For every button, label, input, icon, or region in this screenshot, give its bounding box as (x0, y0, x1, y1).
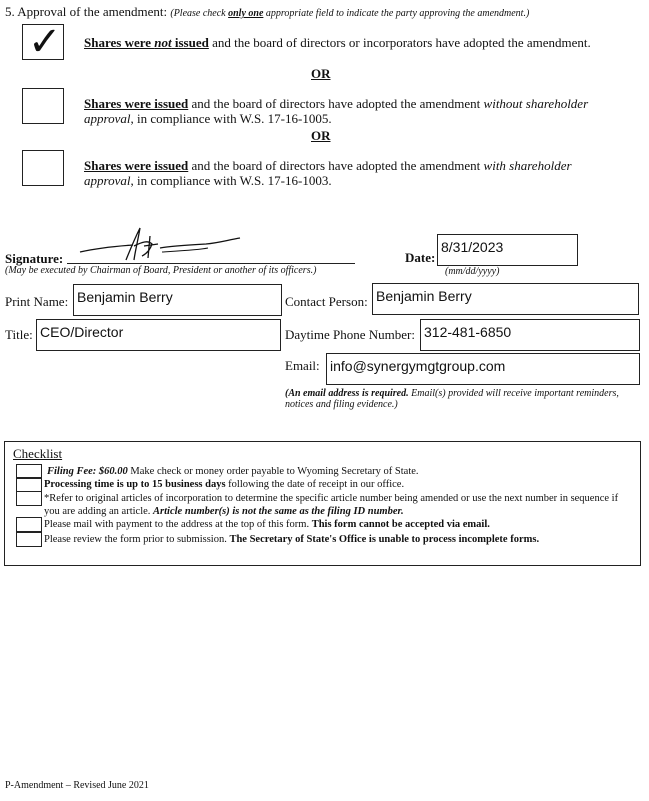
option-2-text: Shares were issued and the board of directors have adopted the amendment without shareholder approval, in compliance with W.S. 17-16-1005. (84, 96, 589, 126)
checklist-item-review: Please review the form prior to submission. The Secretary of State's Office is unable to process incomplete forms. (44, 534, 540, 545)
signature-note: (May be executed by Chairman of Board, President or another of its officers.) (5, 265, 317, 276)
date-label: Date: (405, 250, 436, 265)
print-name-label: Print Name: (5, 294, 69, 309)
contact-person-field[interactable]: Benjamin Berry (372, 283, 639, 315)
checklist-item-article: *Refer to original articles of incorporation to determine the specific article number being amended or use the next number in sequence if you are adding an article. Article number(s) is not the same as the filing ID number. (44, 493, 619, 517)
checklist-checkbox-review[interactable] (16, 532, 42, 547)
checkmark-icon: ✓ (28, 19, 62, 65)
or-separator-1: OR (311, 66, 331, 81)
title-field[interactable]: CEO/Director (36, 319, 281, 351)
date-field[interactable]: 8/31/2023 (437, 234, 578, 266)
checklist-item-mail: Please mail with payment to the address at the top of this form. This form cannot be accepted via email. (44, 519, 490, 530)
instruction: (Please check only one appropriate field to indicate the party approving the amendment.) (170, 8, 530, 19)
checklist-item-fee: Filing Fee: $60.00 Make check or money order payable to Wyoming Secretary of State. (47, 466, 419, 477)
option-3-text: Shares were issued and the board of directors have adopted the amendment with shareholder approval, in compliance with W.S. 17-16-1003. (84, 158, 572, 188)
checklist-checkbox-article[interactable] (16, 491, 42, 506)
option-1-text: Shares were not issued and the board of directors or incorporators have adopted the amendment. (84, 35, 591, 50)
section-heading: 5. Approval of the amendment: (Please check only one appropriate field to indicate the party approving the amendment.) (5, 4, 530, 19)
handwritten-signature (78, 226, 248, 264)
phone-label: Daytime Phone Number: (285, 327, 415, 342)
signature-label: Signature: (5, 251, 64, 266)
phone-field[interactable]: 312-481-6850 (420, 319, 640, 351)
email-field[interactable]: info@synergymgtgroup.com (326, 353, 640, 385)
or-separator-2: OR (311, 128, 331, 143)
print-name-field[interactable]: Benjamin Berry (73, 284, 282, 316)
option-1-checkbox[interactable] (22, 19, 64, 65)
title-label: Title: (5, 327, 33, 342)
option-3-checkbox[interactable] (22, 150, 64, 186)
email-label: Email: (285, 358, 320, 373)
email-note: (An email address is required. Email(s) provided will receive important reminders, notices and filing evidence.) (285, 388, 619, 410)
footer-revision: P-Amendment – Revised June 2021 (5, 780, 149, 791)
checklist-item-processing: Processing time is up to 15 business days following the date of receipt in our office. (44, 479, 405, 490)
checklist-title: Checklist (13, 446, 63, 461)
checklist-checkbox-mail[interactable] (16, 517, 42, 532)
contact-person-label: Contact Person: (285, 294, 368, 309)
checklist-checkbox-processing[interactable] (16, 477, 42, 492)
option-2-checkbox[interactable] (22, 88, 64, 124)
date-format-hint: (mm/dd/yyyy) (445, 266, 500, 277)
